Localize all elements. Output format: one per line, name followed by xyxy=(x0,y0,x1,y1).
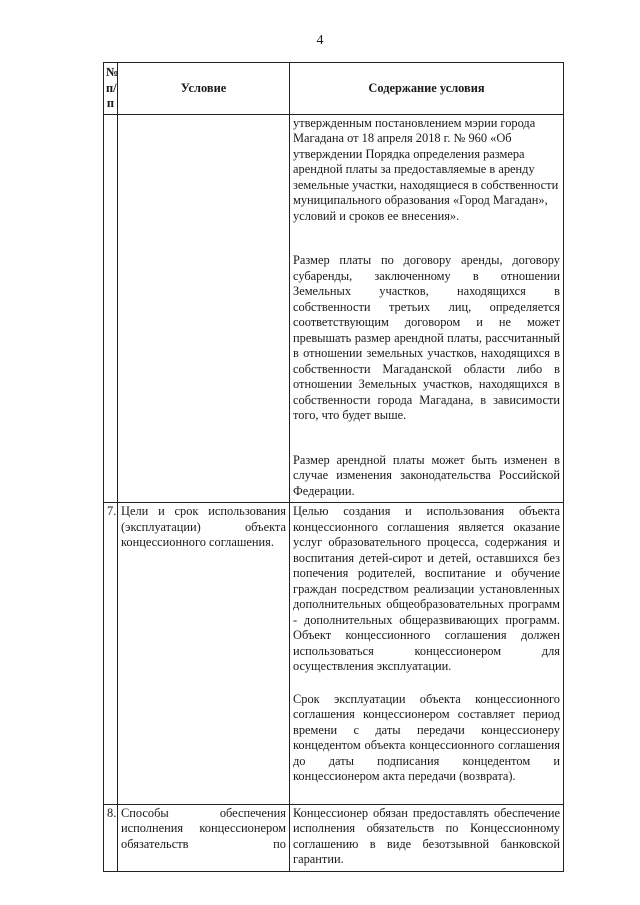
page-number: 4 xyxy=(316,33,324,48)
header-number-line1: № xyxy=(106,65,119,79)
conditions-table xyxy=(103,62,564,872)
content-paragraph: Концессионер обязан предоставлять обеспечение исполнения обязательств по Концессионному соглашению в виде безотзывной банковской гарантии. xyxy=(293,805,560,866)
content-paragraph: утвержденным постановлением мэрии города Магадана от 18 апреля 2018 г. № 960 «Об утверждении Порядка определения размера арендной платы за предоставляемые в аренду земельные участки, находящиеся в собственности муниципального образования «Город Магадан», условий и сроков ее внесения». xyxy=(293,115,559,223)
row-content-cell xyxy=(290,804,564,871)
row-content-cell xyxy=(290,503,564,805)
table-row-continuation xyxy=(104,114,564,503)
header-number xyxy=(104,63,118,115)
content-paragraph: Целью создания и использования объекта концессионного соглашения является оказание услуг образовательного процесса, содержания и воспитания детей-сирот и детей, оставшихся без попечения родителей, воспитание и обучение граждан посредством реализации установленных дополнительных общеобразовательных программ - дополнительных общеразвивающих программ. Объект концессионного соглашения должен использоваться концессионером для осуществления эксплуатации. xyxy=(293,504,560,673)
content-paragraph: Срок эксплуатации объекта концессионного соглашения концессионером составляет период времени с даты передачи концессионеру концедентом объекта концессионного соглашения до даты подписания концедентом и концессионером акта передачи (возврата). xyxy=(293,691,560,783)
table-row xyxy=(104,804,564,871)
row-number: 8. xyxy=(104,804,118,871)
header-content: Содержание условия xyxy=(290,63,564,115)
row-content-cell xyxy=(290,114,564,503)
row-condition: Способы обеспечения исполнения концессионером обязательств по xyxy=(118,804,290,871)
row-condition-cell xyxy=(118,114,290,503)
table-row xyxy=(104,503,564,805)
table-header-row xyxy=(104,63,564,115)
row-number: 7. xyxy=(104,503,118,805)
header-condition: Условие xyxy=(118,63,290,115)
header-number-line2: п/п xyxy=(106,80,117,110)
content-paragraph: Размер платы по договору аренды, договору субаренды, заключенному в отношении Земельных участков, находящихся в собственности третьих лиц, определяется соответствующим договором и не может превышать размер арендной платы, рассчитанный в отношении земельных участков, находящихся в собственности Магаданской области либо в отношении Земельных участков, находящихся в собственности города Магадана, в зависимости того, что будет выше. xyxy=(293,253,560,422)
content-paragraph: Размер арендной платы может быть изменен в случае изменения законодательства Российской Федерации. xyxy=(293,452,560,498)
row-condition: Цели и срок использования (эксплуатации) объекта концессионного соглашения. xyxy=(118,503,290,805)
row-number-cell xyxy=(104,114,118,503)
